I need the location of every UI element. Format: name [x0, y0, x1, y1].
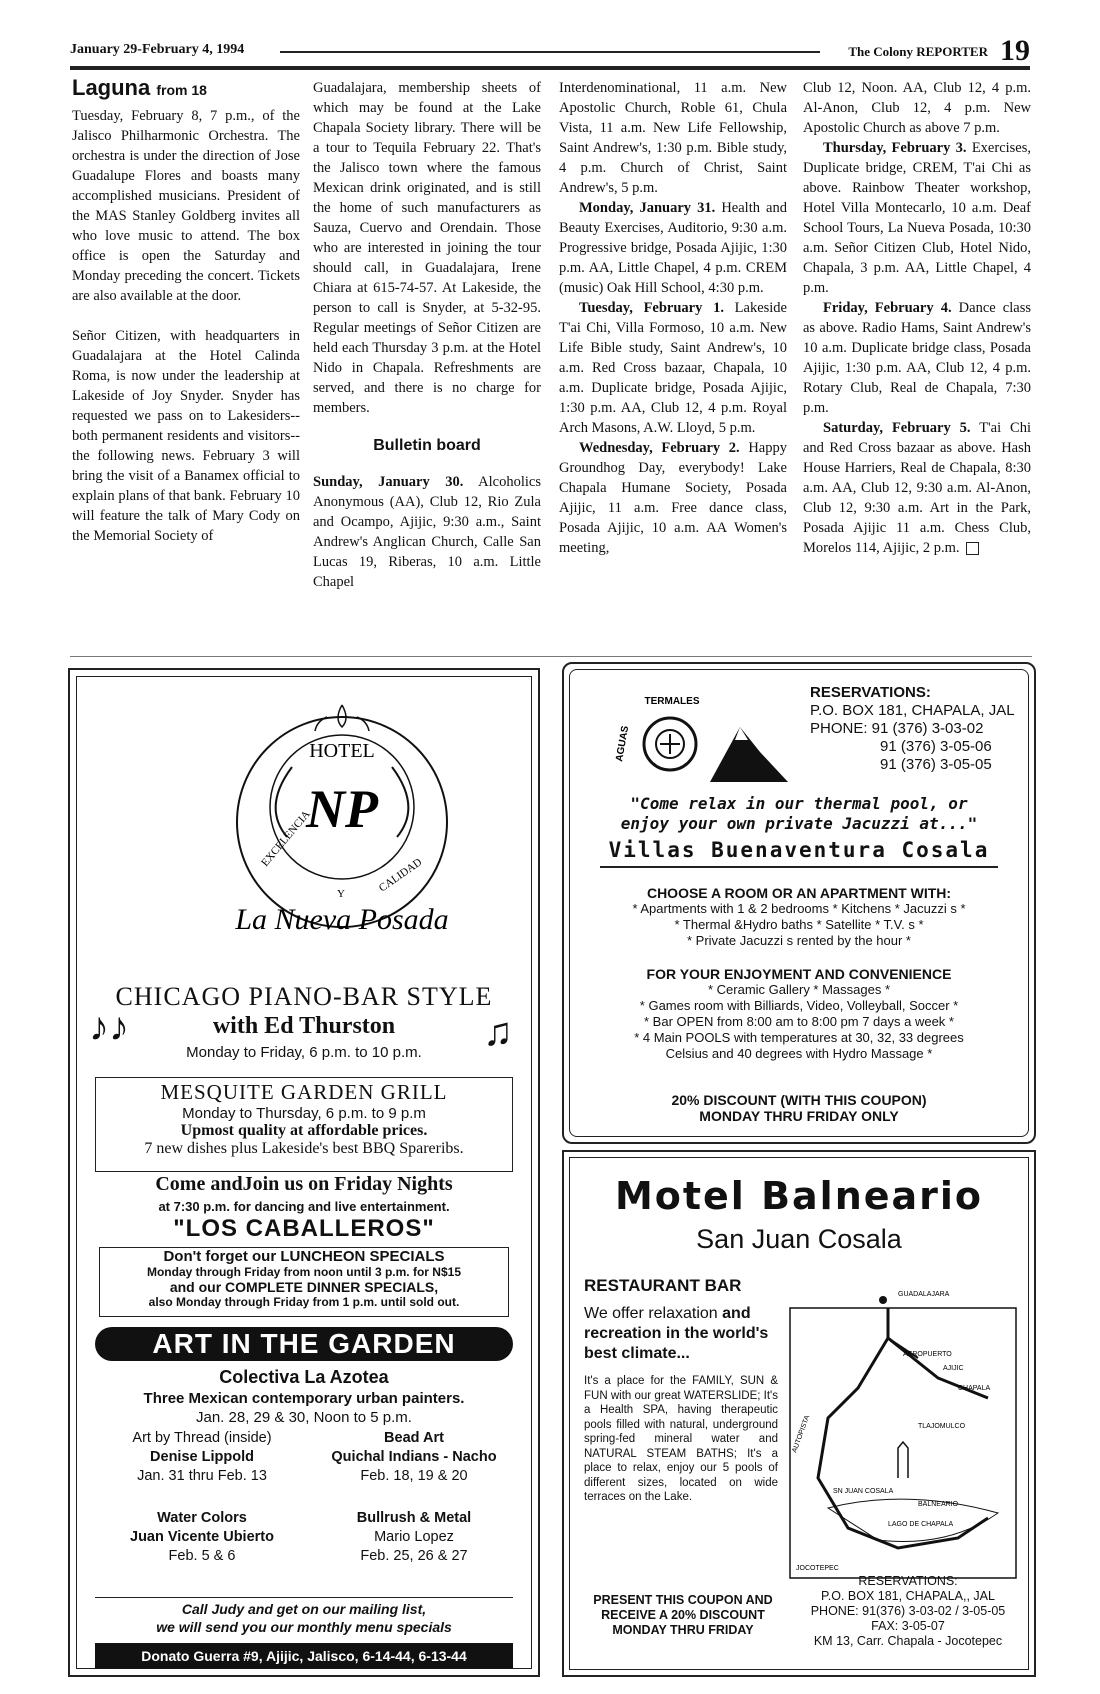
article-paragraph: Tuesday, February 8, 7 p.m., of the Jalisco Philharmonic Orchestra. The orchestra is under the direction of Jose Guadalupe Flores and boasts many accomplished musicians. President of the MAS Stanley Goldberg invites all who love music to attend. The box office is open the Saturday and Monday preceding the concert. Tickets are also available at the door. [72, 108, 300, 304]
aguas-termales-logo [590, 682, 790, 792]
villas-slogan: "Come relax in our thermal pool, or enjoy your own private Jacuzzi at..." [620, 794, 978, 833]
exhibit-item: Water Colors Juan Vicente Ubierto Feb. 5 & 6 [130, 1510, 274, 1564]
ads-divider [70, 656, 1032, 657]
article-paragraph: Señor Citizen, with headquarters in Guadalajara at the Hotel Calinda Roma, is now under the leadership at Lakeside of Joy Snyder. Snyder has requested we pass on to Lakesiders--both permanent residents and visitors--the following news. February 3 will bring the visit of a Banamex official to explain plans of that bank. February 10 will feature the talk of Mary Cody on the Memorial Society of [72, 328, 300, 544]
svg-text:NP: NP [306, 779, 378, 839]
ad-villas-buenaventura [562, 662, 1036, 1144]
logo-arc-text: TERMALES [644, 696, 700, 707]
map-label-tlajomulco: TLAJOMULCO [918, 1423, 966, 1430]
bulletin-entry-wednesday-cont: Club 12, Noon. AA, Club 12, 4 p.m. Al-Anon, Club 12, 4 p.m. New Apostolic Church as above 7 p.m. [803, 80, 1031, 136]
mesquite-dishes: 7 new dishes plus Lakeside's best BBQ Spareribs. [144, 1140, 464, 1157]
lunch-specials-box: Don't forget our LUNCHEON SPECIALS Monday through Friday from noon until 3 p.m. for N$15 and our COMPLETE DINNER SPECIALS, also Monday through Friday from 1 p.m. until sold out. [99, 1247, 509, 1317]
motel-description: RESTAURANT BAR We offer relaxation and recreation in the world's best climate... It's a place for the FAMILY, SUN & FUN with our great WATERSLIDE; It's a Health SPA, having therapeutic pools filled with natural, underground spring-fed mineral water and NATURAL STEAM BATHS; It's a place to relax, enjoy our 5 pools of different sizes, located on wide terraces on the Lake. [584, 1276, 778, 1503]
bulletin-heading: Bulletin board [373, 437, 481, 454]
bulletin-entry-friday: Friday, February 4. Dance class as above. Radio Hams, Saint Andrew's 10 a.m. Duplicate bridge class, Posada Ajijic, 1:30 p.m. AA, Club 12, 4 p.m. Rotary Club, Real de Chapala, 7:30 p.m. [803, 300, 1031, 416]
show-dates: Jan. 28, 29 & 30, Noon to 5 p.m. [196, 1409, 412, 1426]
villas-room-features: CHOOSE A ROOM OR AN APARTMENT WITH: * Apartments with 1 & 2 bedrooms * Kitchens * Jacuzzi s * * Thermal &Hydro baths * Satellite * T.V. s * * Private Jacuzzi s rented by the hour * [632, 885, 966, 948]
article-paragraph: Guadalajara, membership sheets of which may be found at the Lake Chapala Society library. There will be a tour to Tequila February 22. That's the Jalisco town where the famous Mexican drink originated, and is still the home of such manufacturers as Sauza, Cuervo and Orendain. Those who are interested in joining the tour should call, in Guadalajara, Irene Chiara at 615-74-57. At Lakeside, the person to call is Snyder, at 5-32-95. Regular meetings of Señor Citizen are held each Thursday 3 p.m. at the Hotel Nido in Chapala. Refreshments are served, and there is no charge for members. [313, 80, 541, 416]
article-title: Laguna from 18 [72, 75, 207, 100]
mailing-list-note: Call Judy and get on our mailing list, we will send you our monthly menu specials [95, 1597, 513, 1636]
article-column-1 [72, 75, 300, 546]
villas-discount: 20% DISCOUNT (WITH THIS COUPON) MONDAY THRU FRIDAY ONLY [671, 1092, 927, 1124]
logo-script: La Nueva Posada [235, 903, 449, 936]
exhibit-item: Art by Thread (inside) Denise Lippold Jan. 31 thru Feb. 13 [132, 1430, 272, 1484]
motel-reservations: RESERVATIONS: P.O. BOX 181, CHAPALA,, JAL PHONE: 91(376) 3-03-02 / 3-05-05 FAX: 3-05-07 KM 13, Carr. Chapala - Jocotepec [810, 1574, 1006, 1648]
mesquite-title: MESQUITE GARDEN GRILL [160, 1080, 448, 1104]
header-bar [70, 66, 1030, 70]
issue-date: January 29-February 4, 1994 [70, 42, 245, 57]
end-mark-icon [966, 542, 979, 555]
exhibit-item: Bead Art Quichal Indians - Nacho Feb. 18, 19 & 20 [331, 1430, 497, 1484]
exhibit-item: Bullrush & Metal Mario Lopez Feb. 25, 26 & 27 [356, 1510, 472, 1564]
bulletin-entry-wednesday: Wednesday, February 2. Happy Groundhog Day, everybody! Lake Chapala Humane Society, Posada Ajijic, 11 a.m. Free dance class, Posada Ajijic, 10 a.m. AA Women's meeting, [559, 440, 787, 556]
location-map [788, 1278, 1018, 1588]
motel-location: San Juan Cosala [696, 1224, 902, 1254]
logo-side-text: AGUAS [614, 725, 632, 763]
header-rule [280, 51, 820, 53]
article-column-3 [559, 78, 787, 558]
logo-hotel-text: HOTEL [309, 740, 375, 762]
piano-bar-heading: CHICAGO PIANO-BAR STYLE [115, 982, 493, 1011]
map-label-guadalajara: GUADALAJARA [898, 1291, 950, 1298]
villas-reservations: RESERVATIONS: P.O. BOX 181, CHAPALA, JAL PHONE: 91 (376) 3-03-02 91 (376) 3-05-06 91 (376) 3-05-05 [810, 684, 1015, 773]
continued-from: from 18 [156, 82, 207, 98]
bulletin-entry-sunday-cont: Interdenominational, 11 a.m. New Apostolic Church, Roble 61, Chula Vista, 11 a.m. New Life Fellowship, Saint Andrew's, 1:30 p.m. Bible study, 4 p.m. Church of Christ, Saint Andrew's, 5 p.m. [559, 80, 787, 196]
motel-name: Motel Balneario [614, 1174, 984, 1218]
music-note-icon: ♫ [483, 1009, 513, 1054]
bulletin-entry-tuesday: Tuesday, February 1. Lakeside T'ai Chi, Villa Formoso, 10 a.m. New Life Bible study, Saint Andrew's, 10 a.m. Red Cross bazaar, Chapala, 10 a.m. Duplicate bridge, Posada Ajijic, 1:30 p.m. AA, Club 12, 4 p.m. Royal Arch Masons, A.W. Lloyd, 5 p.m. [559, 300, 787, 436]
bulletin-entry-saturday: Saturday, February 5. T'ai Chi and Red Cross bazaar as above. Hash House Harriers, Real de Chapala, 8:30 a.m. AA, Club 12, 9:30 a.m. Al-Anon, Club 12, 9:30 a.m. Art in the Park, Posada Ajijic 11 a.m. Chess Club, Morelos 114, Ajijic, 2 p.m. [803, 420, 1032, 556]
art-in-garden-banner: ART IN THE GARDEN [95, 1327, 513, 1361]
piano-bar-hours: Monday to Friday, 6 p.m. to 10 p.m. [186, 1044, 422, 1061]
publication-name: The Colony REPORTER [848, 44, 988, 59]
article-column-2 [313, 78, 541, 592]
page-number: 19 [1000, 34, 1030, 67]
friday-nights: Come andJoin us on Friday Nights [155, 1173, 453, 1195]
logo-motto-right: CALIDAD [376, 856, 425, 895]
mesquite-grill-box [95, 1077, 513, 1172]
mesquite-quality: Upmost quality at affordable prices. [180, 1122, 428, 1139]
music-note-icon: ♪♪ [89, 1004, 129, 1049]
map-label-chapala: CHAPALA [958, 1385, 991, 1392]
villas-amenities: FOR YOUR ENJOYMENT AND CONVENIENCE * Ceramic Gallery * Massages * * Games room with Billiards, Video, Volleyball, Soccer * * Bar OPEN from 8:00 am to 8:00 pm 7 days a week * * 4 Main POOLS with temperatures at 30, 32, 33 degrees Celsius and 40 degrees with Hydro Massage * [634, 966, 964, 1061]
collective-name: Colectiva La Azotea [219, 1367, 389, 1387]
article-column-4 [803, 78, 1031, 558]
map-label-sanjuan: SN JUAN COSALA [833, 1488, 894, 1495]
page-header [70, 34, 1030, 68]
mesquite-hours: Monday to Thursday, 6 p.m. to 9 p.m [182, 1105, 426, 1122]
map-label-jocotepec: JOCOTEPEC [796, 1565, 839, 1572]
ad-la-nueva-posada [68, 668, 540, 1677]
performer: with Ed Thurston [212, 1013, 396, 1039]
map-label-ajijic: AJIJIC [943, 1365, 964, 1372]
bulletin-entry-monday: Monday, January 31. Health and Beauty Exercises, Auditorio, 9:30 a.m. Progressive bridge, Posada Ajijic, 1:30 p.m. AA, Little Chapel, 4 p.m. CREM (music) Oak Hill School, 4:30 p.m. [559, 200, 787, 296]
ad-motel-balneario [562, 1150, 1036, 1677]
band-name: "LOS CABALLEROS" [173, 1215, 435, 1242]
address-bar: Donato Guerra #9, Ajijic, Jalisco, 6-14-44, 6-13-44 [95, 1643, 513, 1669]
logo-motto-left: EXCELENCIA [259, 808, 313, 869]
motel-coupon: PRESENT THIS COUPON AND RECEIVE A 20% DISCOUNT MONDAY THRU FRIDAY [593, 1593, 773, 1637]
map-label-motel: BALNEARIO [918, 1501, 959, 1508]
map-label-lake: LAGO DE CHAPALA [888, 1521, 954, 1528]
bulletin-entry-sunday: Sunday, January 30. Alcoholics Anonymous (AA), Club 12, Rio Zula and Ocampo, Ajijic, 9:30 a.m., Saint Andrew's Anglican Church, Calle San Lucas 19, Riberas, 10 a.m. Little Chapel [313, 474, 541, 590]
map-label-airport: AEROPUERTO [903, 1351, 952, 1358]
villas-name: Villas Buenaventura Cosala [600, 838, 998, 868]
painters-line: Three Mexican contemporary urban painters. [143, 1390, 465, 1407]
friday-time: at 7:30 p.m. for dancing and live entertainment. [158, 1199, 450, 1214]
logo-motto-mid: Y [337, 888, 345, 900]
posada-logo [232, 697, 452, 937]
map-label-autopista: AUTOPISTA [791, 1414, 812, 1454]
bulletin-entry-thursday: Thursday, February 3. Exercises, Duplicate bridge, CREM, T'ai Chi as above. Rainbow Theater workshop, Hotel Villa Montecarlo, 10 a.m. Deaf School Tours, La Nueva Posada, 10:30 a.m. Señor Citizen Club, Hotel Nido, Chapala, 3 p.m. AA, Little Chapel, 4 p.m. [803, 140, 1032, 296]
